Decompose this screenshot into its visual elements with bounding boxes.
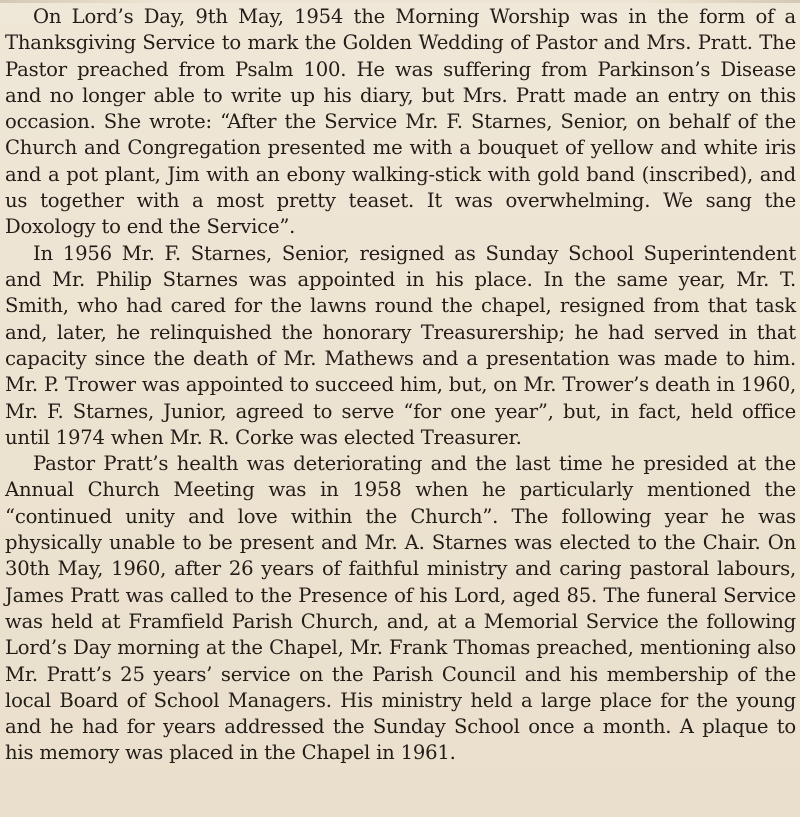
paragraph-pastor-death: Pastor Pratt’s health was deteriorating and the last time he presided at the Annual Church Meeting was in 1958 when he particularly mentioned the “continued unity and love within the Church”. The following year he was physically unable to be present and Mr. A. Starnes was elected to the Chair. On 30th May, 1960, after 26 years of faithful ministry and caring pastoral labours, James Pratt was called to the Presence of his Lord, aged 85. The funeral Service was held at Framfield Parish Church, and, at a Memorial Service the following Lord’s Day morning at the Chapel, Mr. Frank Thomas preached, mentioning also Mr. Pratt’s 25 years’ service on the Parish Council and his membership of the local Board of School Managers. His ministry held a large place for the young and he had for years addressed the Sunday School once a month. A plaque to his memory was placed in the Chapel in 1961. xyxy=(5,452,796,765)
page-top-edge xyxy=(0,0,800,3)
paragraph-golden-wedding: On Lord’s Day, 9th May, 1954 the Morning Worship was in the form of a Thanksgiving Service to mark the Golden Wedding of Pastor and Mrs. Pratt. The Pastor preached from Psalm 100. He was suffering from Parkinson’s Disease and no longer able to write up his diary, but Mrs. Pratt made an entry on this occasion. She wrote: “After the Service Mr. F. Starnes, Senior, on behalf of the Church and Congregation presented me with a bouquet of yellow and white iris and a pot plant, Jim with an ebony walking-stick with gold band (inscribed), and us together with a most pretty teaset. It was overwhelming. We sang the Doxology to end the Service”. xyxy=(5,5,796,239)
paragraph-treasurership: In 1956 Mr. F. Starnes, Senior, resigned as Sunday School Superintendent and Mr. Philip Starnes was appointed in his place. In the same year, Mr. T. Smith, who had cared for the lawns round the chapel, resigned from that task and, later, he relinquished the honorary Treasurership; he had served in that capacity since the death of Mr. Mathews and a presentation was made to him. Mr. P. Trower was appointed to succeed him, but, on Mr. Trower’s death in 1960, Mr. F. Starnes, Junior, agreed to serve “for one year”, but, in fact, held office until 1974 when Mr. R. Corke was elected Treasurer. xyxy=(5,241,796,449)
